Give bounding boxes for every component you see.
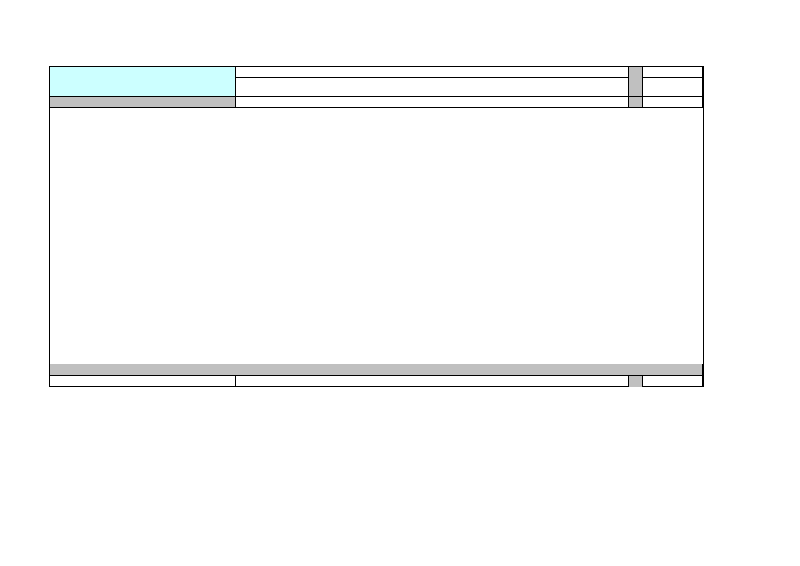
note-grey-band	[50, 364, 703, 376]
section-title-cell	[236, 97, 629, 108]
section-left-blank	[50, 97, 236, 108]
scheda-code-cell	[643, 67, 703, 78]
action-sheet-table	[49, 66, 704, 387]
piano-cell	[236, 67, 629, 78]
note-row-note	[643, 376, 703, 387]
spacer-col	[629, 376, 643, 387]
scheda-title-cell	[236, 78, 629, 97]
spacer-col	[629, 67, 643, 97]
note-row-label-cell	[50, 376, 236, 387]
azione-cell	[643, 78, 703, 97]
comune-cell	[50, 67, 236, 97]
spacer-col	[629, 97, 643, 108]
note-column-header	[643, 97, 703, 108]
note-row-value	[236, 376, 629, 387]
